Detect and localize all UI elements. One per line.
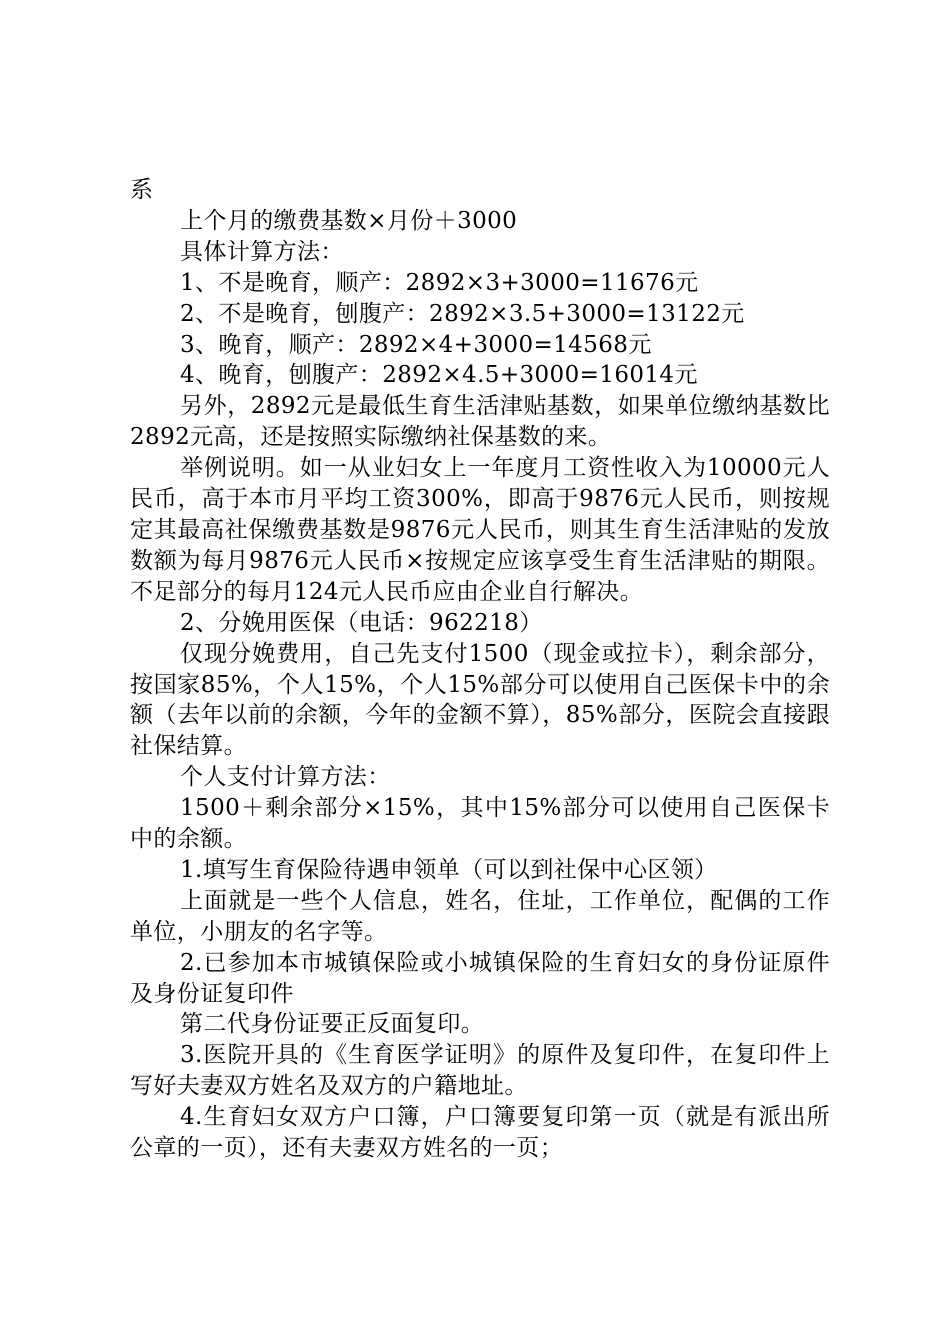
paragraph-case-4: 4、晚育，刨腹产：2892×4.5+3000=16014元 xyxy=(180,362,698,389)
paragraph-note: 另外，2892元是最低生育生活津贴基数，如果单位缴纳基数比2892元高，还是按照实际缴纳社保基数的来。 xyxy=(130,393,830,451)
paragraph-step-1-detail: 上面就是一些个人信息，姓名，住址，工作单位，配偶的工作单位，小朋友的名字等。 xyxy=(130,887,830,945)
paragraph-payment-formula: 1500＋剩余部分×15%，其中15%部分可以使用自己医保卡中的余额。 xyxy=(130,795,830,853)
paragraph-case-3: 3、晚育，顺产：2892×4+3000=14568元 xyxy=(180,331,652,358)
paragraph-insurance-detail: 仅现分娩费用，自己先支付1500（现金或拉卡），剩余部分，按国家85%，个人15%，个人15%部分可以使用自己医保卡中的余额（去年以前的余额，今年的金额不算），85%部分，医院会直接跟社保结算。 xyxy=(130,640,830,760)
paragraph-step-4: 4.生育妇女双方户口簿，户口簿要复印第一页（就是有派出所公章的一页），还有夫妻双方姓名的一页； xyxy=(130,1104,830,1162)
paragraph-section-heading: 2、分娩用医保（电话：962218） xyxy=(180,609,543,636)
paragraph-step-3: 3.医院开具的《生育医学证明》的原件及复印件，在复印件上写好夫妻双方姓名及双方的户籍地址。 xyxy=(130,1042,830,1100)
paragraph-example: 举例说明。如一从业妇女上一年度月工资性收入为10000元人民币，高于本市月平均工资300%，即高于9876元人民币，则按规定其最高社保缴费基数是9876元人民币，则其生育生活津贴的发放数额为每月9876元人民币×按规定应该享受生育生活津贴的期限。不足部分的每月124元人民币应由企业自行解决。 xyxy=(130,455,830,605)
paragraph-step-1: 1.填写生育保险待遇申领单（可以到社保中心区领） xyxy=(180,856,718,883)
paragraph-continuation: 系 xyxy=(130,177,154,203)
paragraph-formula: 上个月的缴费基数×月份＋3000 xyxy=(180,207,518,234)
paragraph-case-2: 2、不是晚育，刨腹产：2892×3.5+3000=13122元 xyxy=(180,300,745,327)
paragraph-payment-heading: 个人支付计算方法： xyxy=(180,764,391,791)
paragraph-step-2: 2.已参加本市城镇保险或小城镇保险的生育妇女的身份证原件及身份证复印件 xyxy=(130,949,830,1007)
paragraph-step-2-detail: 第二代身份证要正反面复印。 xyxy=(180,1011,485,1038)
document-page xyxy=(130,175,830,1164)
paragraph-case-1: 1、不是晚育，顺产：2892×3+3000=11676元 xyxy=(180,269,699,296)
paragraph-method-heading: 具体计算方法： xyxy=(180,238,344,265)
